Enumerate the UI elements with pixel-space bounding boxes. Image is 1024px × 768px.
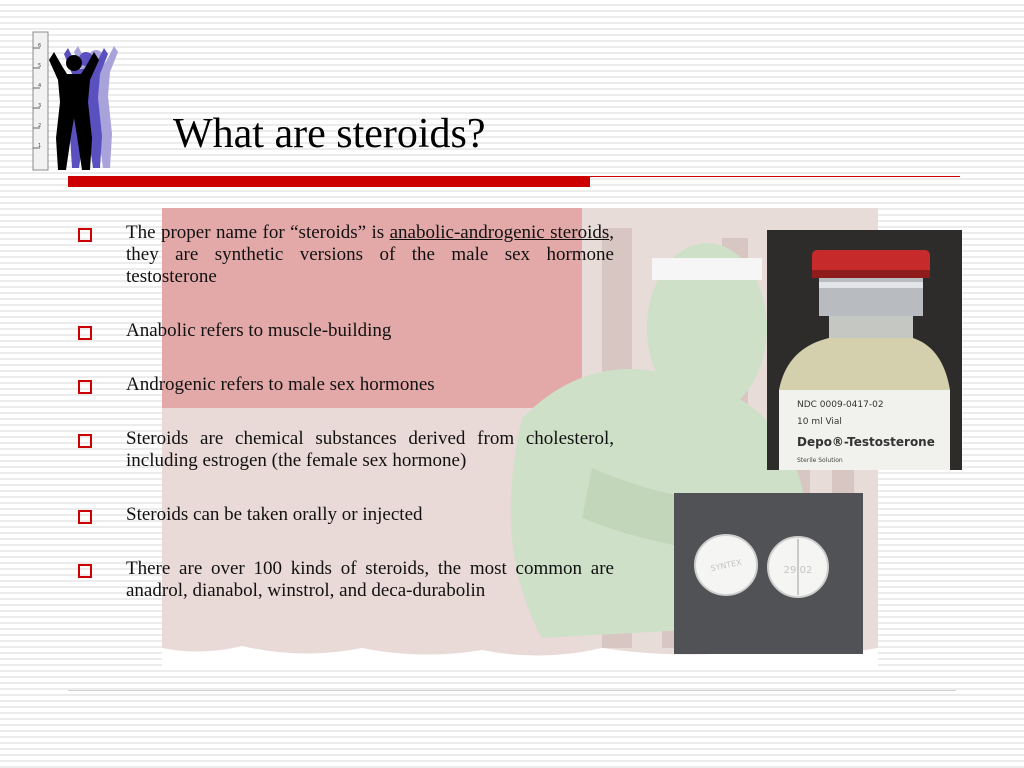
square-bullet-icon xyxy=(78,380,92,394)
ruler-tick: 2 xyxy=(38,123,42,129)
title-underline-thick xyxy=(68,176,590,187)
title-underline-thin xyxy=(590,176,960,177)
vial-brand: Depo®-Testosterone xyxy=(797,435,935,449)
bullet-item xyxy=(78,374,614,396)
steroid-pills-photo xyxy=(674,493,863,654)
bullet-item xyxy=(78,320,614,342)
bullet-text: The proper name for “steroids” is xyxy=(126,222,390,243)
bullet-item xyxy=(78,222,614,288)
ruler-tick: 6 xyxy=(38,43,42,49)
square-bullet-icon xyxy=(78,434,92,448)
pill-left-marking: SYNTEX xyxy=(709,557,743,574)
vial-ndc: NDC 0009-0417-02 xyxy=(797,400,884,410)
bullet-text: Steroids can be taken orally or injected xyxy=(126,504,423,525)
bullet-list xyxy=(78,222,614,634)
bullet-text: Steroids are chemical substances derived from cholesterol, including estrogen (the female sex hormone) xyxy=(126,428,614,471)
bodybuilder-logo-icon xyxy=(30,30,130,172)
footer-divider xyxy=(68,690,956,691)
pill-right-marking: 29 02 xyxy=(783,565,813,576)
bullet-text: , they are synthetic versions of the male sex hormone testosterone xyxy=(126,222,614,287)
vial-subtitle: Sterile Solution xyxy=(797,457,843,464)
bullet-text: Androgenic refers to male sex hormones xyxy=(126,374,435,395)
vial-volume: 10 ml Vial xyxy=(797,417,842,427)
square-bullet-icon xyxy=(78,228,92,242)
ruler-tick: 4 xyxy=(38,83,42,89)
anabolic-androgenic-steroids-link[interactable]: anabolic-androgenic steroids xyxy=(389,222,610,243)
ruler-tick: 1 xyxy=(38,143,42,149)
bullet-text: Anabolic refers to muscle-building xyxy=(126,320,392,341)
ruler-tick: 5 xyxy=(38,63,42,69)
square-bullet-icon xyxy=(78,564,92,578)
bullet-item xyxy=(78,558,614,602)
slide-title: What are steroids? xyxy=(173,111,486,157)
square-bullet-icon xyxy=(78,510,92,524)
testosterone-vial-photo xyxy=(767,230,962,470)
bullet-text: There are over 100 kinds of steroids, the most common are anadrol, dianabol, winstrol, and deca-durabolin xyxy=(126,558,614,601)
square-bullet-icon xyxy=(78,326,92,340)
ruler-tick: 3 xyxy=(38,103,42,109)
bullet-item xyxy=(78,428,614,472)
bullet-item xyxy=(78,504,614,526)
